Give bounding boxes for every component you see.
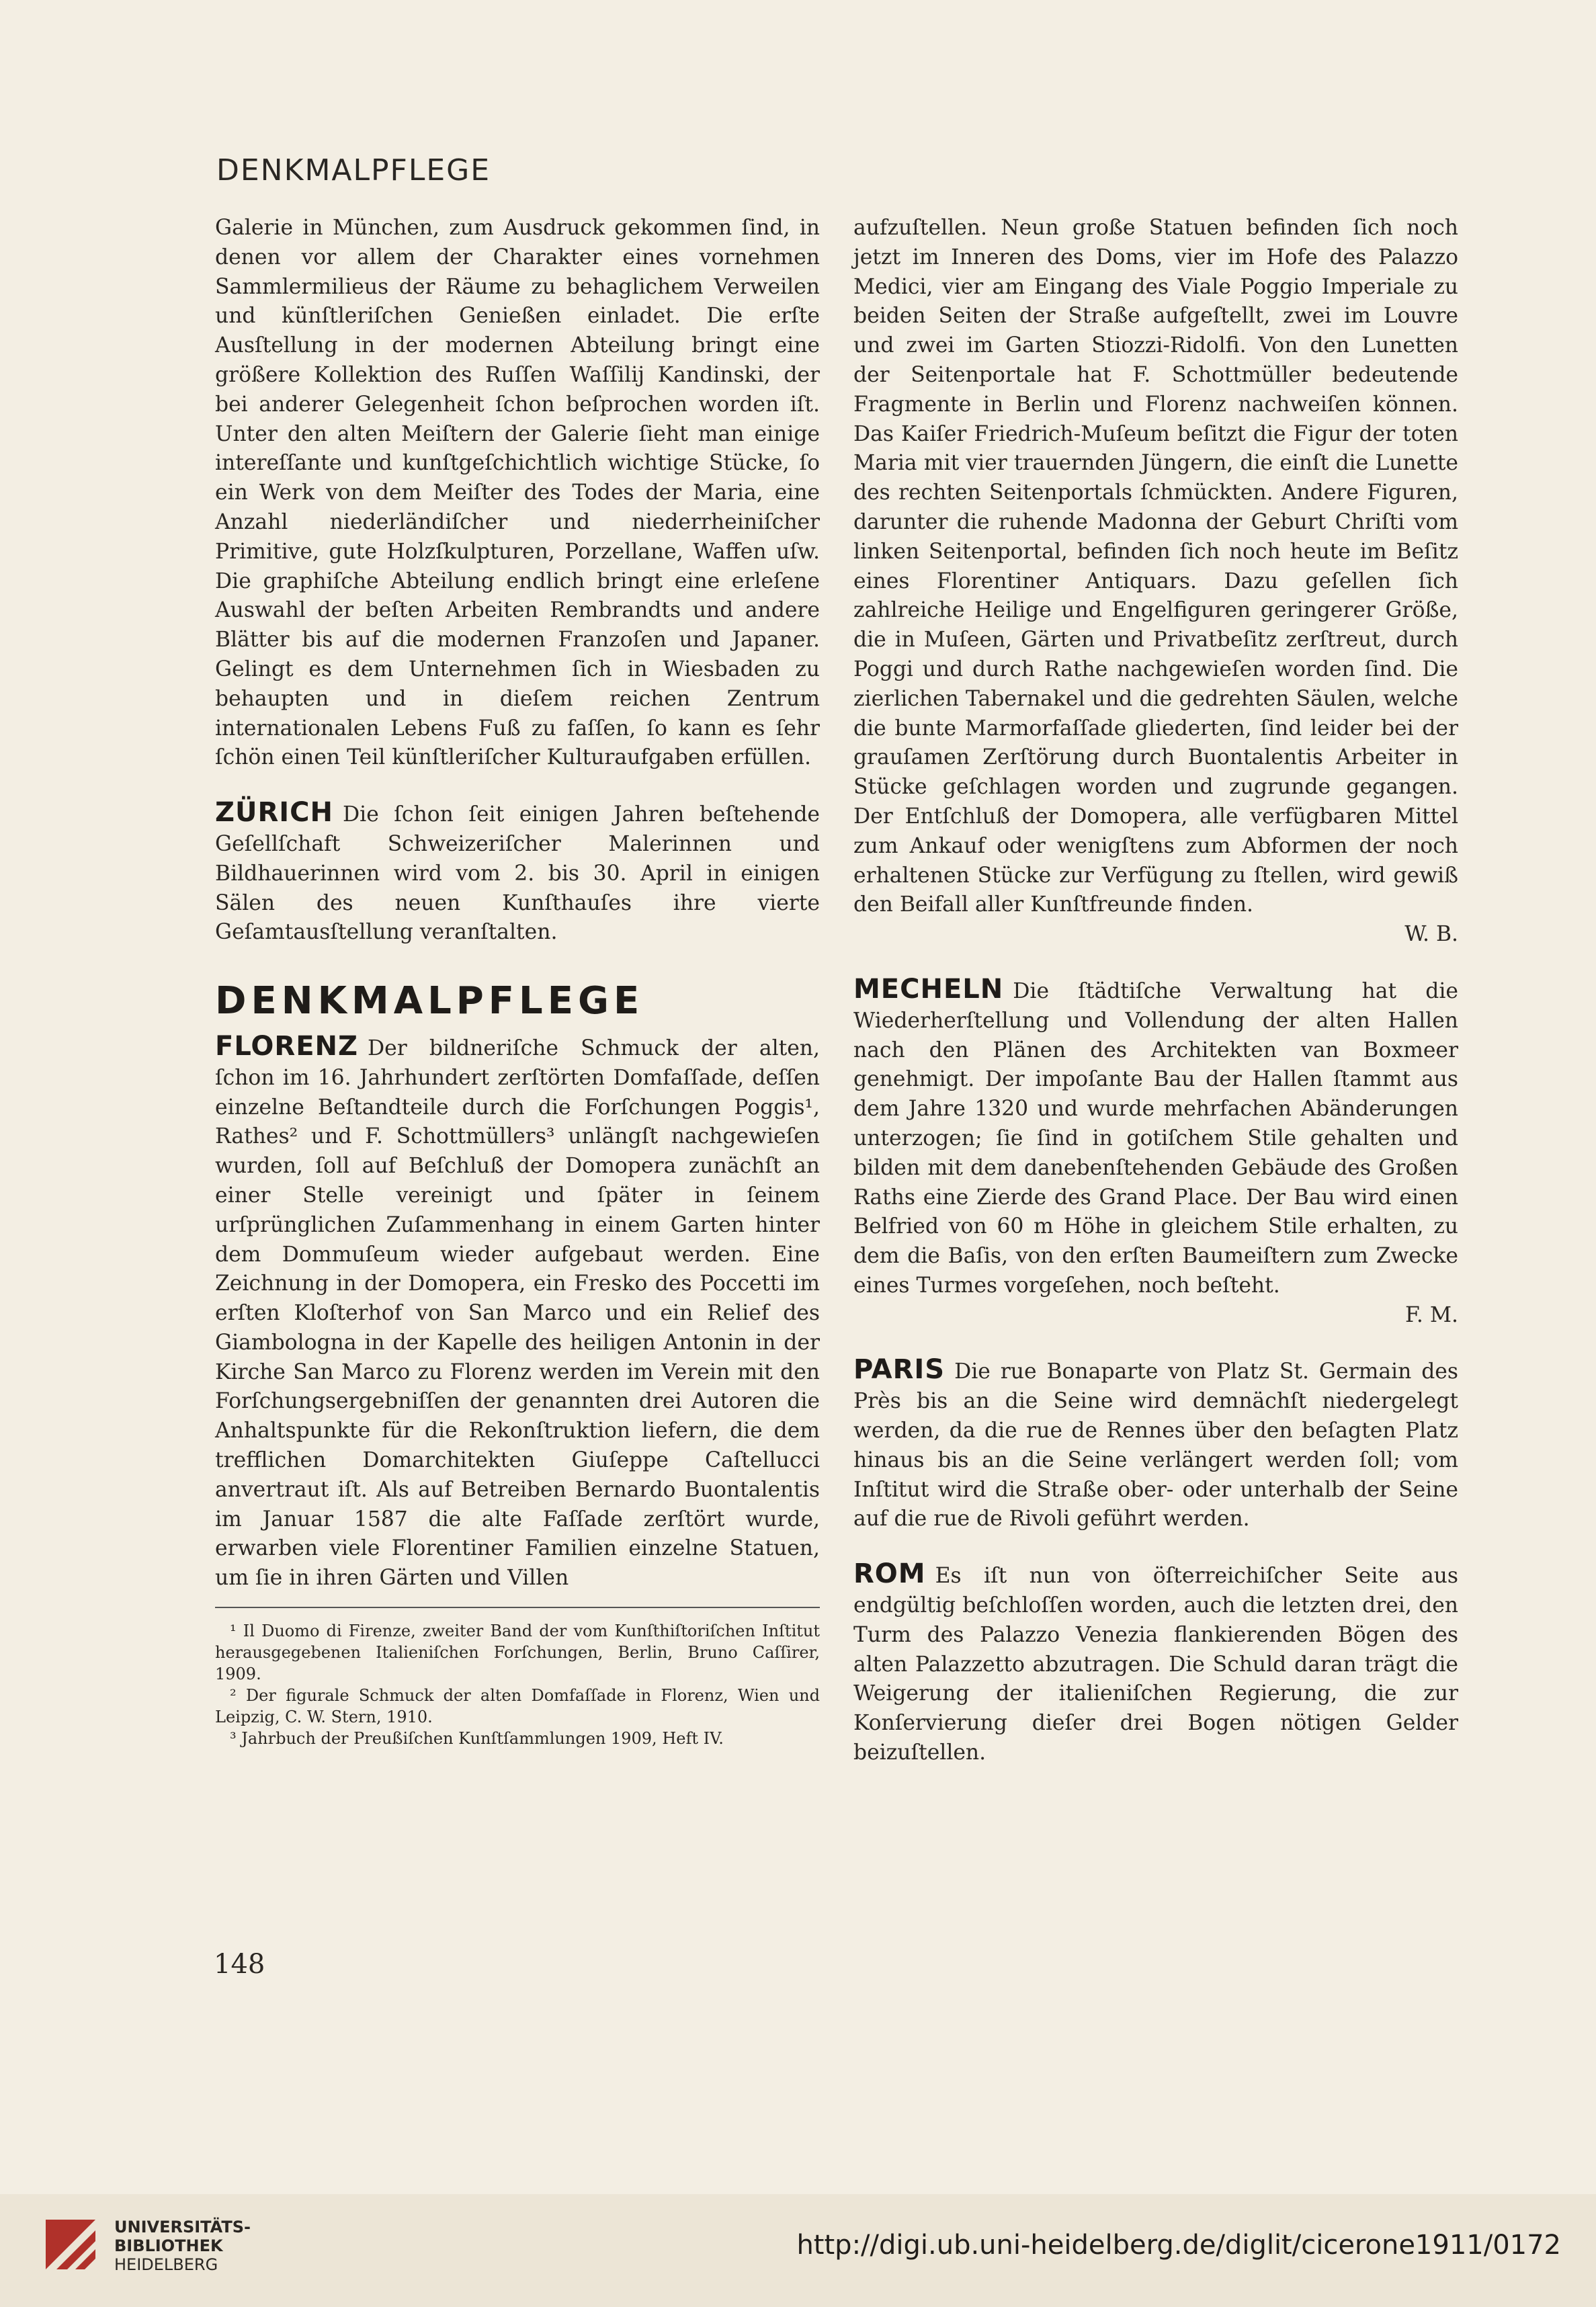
city-heading-rom: ROM	[853, 1558, 926, 1590]
signature-wb: W. B.	[1404, 922, 1458, 947]
library-name	[114, 2218, 251, 2274]
rom-paragraph	[853, 1560, 1458, 1768]
left-column	[215, 214, 820, 1749]
library-line-1: UNIVERSITÄTS-	[114, 2218, 251, 2236]
rom-text: Es iſt nun von öſterreichiſcher Seite aus endgültig beſchloſſen worden, auch die letzten drei, den Turm des Palazzo Venezia flankierenden Bögen des alten Palazzetto abzutragen. Die Schuld daran trägt die Weigerung der italieniſchen Regierung, die zur Konſervierung dieſer drei Bogen nötigen Gelder beizuſtellen.	[853, 1564, 1458, 1765]
florenz-text: Der bildneriſche Schmuck der alten, ſchon im 16. Jahrhundert zerſtörten Domfaſſade, deſſen einzelne Beſtandteile durch die Forſchungen Poggis¹, Rathes² und F. Schottmüllers³ unlängſt nachgewieſen wurden, ſoll auf Beſchluß der Domopera zunächſt an einer Stelle vereinigt und ſpäter in ſeinem urſprünglichen Zuſammenhang in einem Garten hinter dem Dommuſeum wieder aufgebaut werden. Eine Zeichnung in der Domopera, ein Fresko des Poccetti im erſten Kloſterhof von San Marco und ein Relief des Giambologna in der Kapelle des heiligen Antonin in der Kirche San Marco zu Florenz werden im Verein mit den Forſchungsergebniſſen der genannten drei Autoren die Anhaltspunkte für die Rekonſtruktion liefern, die dem trefflichen Domarchitekten Giuſeppe Caſtellucci anvertraut iſt. Als auf Betreiben Bernardo Buontalentis im Januar 1587 die alte Faſſade zerſtört wurde, erwarben viele Florentiner Familien einzelne Statuen, um ſie in ihren Gärten und Villen	[215, 1036, 820, 1591]
intro-paragraph: Galerie in München, zum Ausdruck gekommen ſind, in denen vor allem der Charakter eines vornehmen Sammlermilieus der Räume zu behaglichem Verweilen und künſtleriſchen Genießen einladet. Die erſte Ausſtellung in der modernen Abteilung bringt eine größere Kollektion des Ruſſen Waſſilij Kandinski, der bei anderer Gelegenheit ſchon beſprochen worden iſt. Unter den alten Meiſtern der Galerie ſieht man einige intereſſante und kunſtgeſchichtlich wichtige Stücke, ſo ein Werk von dem Meiſter des Todes der Maria, eine Anzahl niederländiſcher und niederrheiniſcher Primitive, gute Holzſkulpturen, Porzellane, Waffen uſw. Die graphiſche Abteilung endlich bringt eine erleſene Auswahl der beſten Arbeiten Rembrandts und andere Blätter bis auf die modernen Franzoſen und Japaner. Gelingt es dem Unternehmen ſich in Wiesbaden zu behaupten und in dieſem reichen Zentrum internationalen Lebens Fuß zu faſſen, ſo kann es ſehr ſchön einen Teil künſtleriſcher Kulturaufgaben erfüllen.	[215, 216, 820, 770]
section-title: DENKMALPFLEGE	[215, 979, 644, 1023]
page-number: 148	[214, 1949, 265, 1980]
city-heading-mecheln: MECHELN	[853, 973, 1004, 1005]
paris-text: Die rue Bonaparte von Platz St. Germain des Près bis an die Seine wird demnächſt niedergelegt werden, da die rue de Rennes über den beſagten Platz hinaus bis an die Seine verlängert werden ſoll; vom Inſtitut wird die Straße ober- oder unterhalb der Seine auf die rue de Rivoli geführt werden.	[853, 1359, 1458, 1532]
right-column	[853, 214, 1458, 1768]
city-heading-zurich: ZÜRICH	[215, 797, 333, 829]
florenz-cont-text: aufzuſtellen. Neun große Statuen befinden ſich noch jetzt im Inneren des Doms, vier im Hofe des Palazzo Medici, vier am Eingang des Viale Poggio Imperiale zu beiden Seiten der Straße aufgeſtellt, zwei im Louvre und zwei im Garten Stiozzi-Ridolfi. Von den Lunetten der Seitenportale hat F. Schottmüller bedeutende Fragmente in Berlin und Florenz nachweiſen können. Das Kaiſer Friedrich-Muſeum beſitzt die Figur der toten Maria mit vier trauernden Jüngern, die einſt die Lunette des rechten Seitenportals ſchmückten. Andere Figuren, darunter die ruhende Madonna der Geburt Chriſti vom linken Seitenportal, befinden ſich noch heute im Beſitz eines Florentiner Antiquars. Dazu geſellen ſich zahlreiche Heilige und Engelfiguren geringerer Größe, die in Muſeen, Gärten und Privatbeſitz zerſtreut, durch Poggi und durch Rathe nachgewieſen worden ſind. Die zierlichen Tabernakel und die gedrehten Säulen, welche die bunte Marmorfaſſade gliederten, ſind leider bei der grauſamen Zerſtörung durch Buontalentis Arbeiter in Stücke geſchlagen worden und zugrunde gegangen. Der Entſchluß der Domopera, alle verfügbaren Mittel zum Ankauf oder wenigſtens zum Abformen der noch erhaltenen Stücke zur Verfügung zu ſtellen, wird gewiß den Beifall aller Kunſtfreunde finden.	[853, 216, 1458, 917]
footnote-3: ³ Jahrbuch der Preußiſchen Kunſtſammlungen 1909, Heft IV.	[230, 1729, 724, 1749]
signature-fm: F. M.	[1405, 1302, 1458, 1327]
source-url[interactable]: http://digi.ub.uni-heidelberg.de/diglit/cicerone1911/0172	[796, 2230, 1561, 2261]
footnote-1: ¹ Il Duomo di Firenze, zweiter Band der vom Kunſthiſtoriſchen Inſtitut herausgegebenen Italieniſchen Forſchungen, Berlin, Bruno Caſſirer, 1909.	[215, 1622, 820, 1684]
library-logo-icon	[40, 2214, 101, 2275]
library-line-3: HEIDELBERG	[114, 2255, 218, 2274]
footnotes	[215, 1607, 820, 1749]
library-line-2: BIBLIOTHEK	[114, 2236, 223, 2255]
mecheln-paragraph	[853, 975, 1458, 1331]
city-heading-florenz: FLORENZ	[215, 1030, 358, 1062]
mecheln-text: Die ſtädtiſche Verwaltung hat die Wiederherſtellung und Vollendung der alten Hallen nach den Plänen des Architekten van Boxmeer genehmigt. Der impoſante Bau der Hallen ſtammt aus dem Jahre 1320 und wurde mehrfachen Abänderungen unterzogen; ſie ſind in gotiſchem Stile gehalten und bilden mit dem danebenſtehenden Gebäude des Großen Raths eine Zierde des Grand Place. Der Bau wird einen Belfried von 60 m Höhe in gleichem Stile erhalten, zu dem die Baſis, von den erſten Baumeiſtern zum Zwecke eines Turmes vorgeſehen, noch beſteht.	[853, 978, 1458, 1298]
city-heading-paris: PARIS	[853, 1354, 946, 1386]
florenz-paragraph	[215, 1032, 820, 1593]
footnote-2: ² Der figurale Schmuck der alten Domfaſſade in Florenz, Wien und Leipzig, C. W. Stern, 1910.	[215, 1686, 820, 1727]
zurich-paragraph	[215, 798, 820, 948]
paris-paragraph	[853, 1355, 1458, 1534]
running-head: DENKMALPFLEGE	[216, 153, 491, 187]
florenz-continuation	[853, 214, 1458, 950]
zurich-text: Die ſchon ſeit einigen Jahren beſtehende Geſellſchaft Schweizeriſcher Malerinnen und Bildhauerinnen wird vom 2. bis 30. April in einigen Sälen des neuen Kunſthauſes ihre vierte Geſamtausſtellung veranſtalten.	[215, 802, 820, 945]
